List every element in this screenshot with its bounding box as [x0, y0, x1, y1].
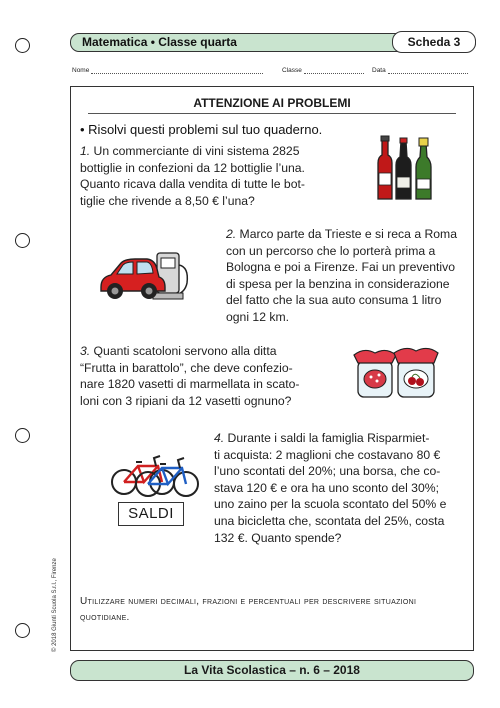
learning-goal-note: Utilizzare numeri decimali, frazioni e percentuali per descrivere situazioni quotidiane.: [80, 596, 417, 623]
title-divider: [88, 113, 456, 114]
class-field[interactable]: [282, 67, 364, 74]
name-label: Nome: [72, 67, 90, 74]
binder-hole-icon: [15, 38, 30, 53]
problem-number: 1.: [80, 144, 91, 158]
binder-hole-icon: [15, 233, 30, 248]
class-label: Classe: [282, 67, 302, 74]
date-label: Data: [372, 67, 386, 74]
copyright-text: © 2018 Giunti Scuola S.r.l., Firenze: [52, 558, 58, 652]
problem-text: Quanti scatoloni servono alla ditta “Frutta in barattolo”, che deve confezio- nare 1820 vasetti di marmellata in scato- loni con 3 ripiani da 12 vasetti ognuno?: [80, 344, 300, 408]
problem-3: [80, 343, 330, 409]
saldi-sign: SALDI: [118, 502, 184, 526]
problem-number: 4.: [214, 431, 225, 445]
page-subject-title: Matematica • Classe quarta: [82, 35, 237, 49]
problem-4: [214, 430, 470, 546]
jam-jars-icon: [352, 345, 442, 401]
problem-number: 3.: [80, 344, 91, 358]
problem-text: Un commerciante di vini sistema 2825 bottiglie in confezioni da 12 bottiglie l’una. Quanto ricava dalla vendita di tutte le bot- tiglie che rivende a 8,50 € l’una?: [80, 144, 305, 208]
sheet-label: Scheda 3: [392, 31, 476, 53]
binder-hole-icon: [15, 623, 30, 638]
box-title: ATTENZIONE AI PROBLEMI: [193, 96, 351, 110]
problem-2: [226, 226, 472, 326]
binder-hole-icon: [15, 428, 30, 443]
car-at-fuel-pump-icon: [95, 243, 195, 305]
instruction-text: • Risolvi questi problemi sul tuo quaderno.: [80, 122, 323, 137]
problem-text: Durante i saldi la famiglia Risparmiet- ti acquista: 2 maglioni che costavano 80 € l’uno scontati del 20%; una borsa, che co- stava 120 € e ora ha uno sconto del 30%; uno zaino per la scuola scontato del 50% e una bicicletta che, scontata del 25%, costa 132 €. Quanto spende?: [214, 431, 447, 545]
problem-number: 2.: [226, 227, 237, 241]
problem-text: Marco parte da Trieste e si reca a Roma con un percorso che lo porterà prima a Bologna e poi a Firenze. Fai un preventivo di spesa per la benzina in considerazione del fatto che la sua auto consuma 1 litro ogni 12 km.: [226, 227, 457, 324]
footer-bar: La Vita Scolastica – n. 6 – 2018: [70, 660, 474, 681]
wine-bottles-icon: [370, 135, 442, 203]
date-field[interactable]: [372, 67, 468, 74]
bicycles-icon: [108, 450, 203, 498]
problem-1: [80, 143, 350, 209]
name-field[interactable]: [72, 67, 263, 74]
